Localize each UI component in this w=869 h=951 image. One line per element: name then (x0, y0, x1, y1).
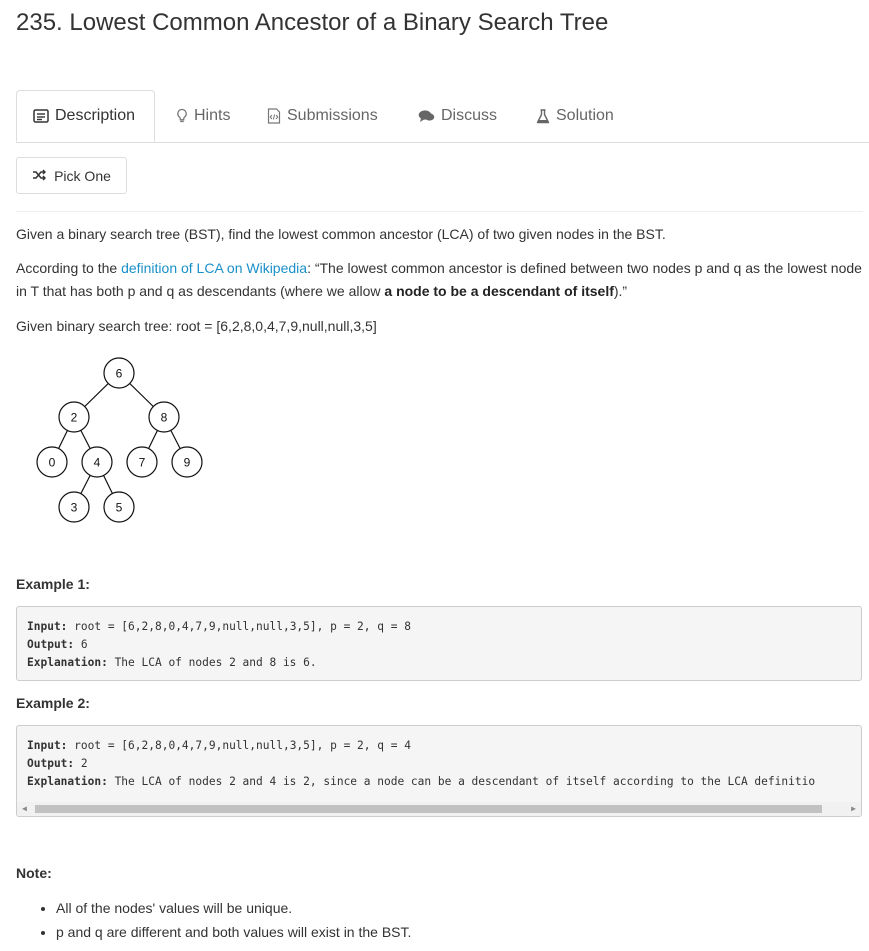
comments-icon (418, 109, 435, 123)
code-label: Output: (27, 638, 75, 651)
tree-node (82, 447, 112, 477)
code-line (27, 618, 851, 636)
code-line (27, 636, 851, 654)
code-value: The LCA of nodes 2 and 4 is 2, since a node can be a descendant of itself according to the LCA definitio (107, 775, 816, 788)
pick-one-label: Pick One (54, 167, 111, 184)
node-label: 6 (115, 366, 123, 381)
code-value: 2 (74, 757, 88, 770)
text: ).” (613, 283, 628, 299)
tree-node (37, 447, 67, 477)
horizontal-scrollbar[interactable] (17, 802, 861, 816)
scrollbar-thumb[interactable] (35, 805, 822, 813)
code-label: Input: (27, 620, 68, 633)
code-line (27, 755, 851, 773)
tab-submissions[interactable] (267, 90, 378, 142)
tab-label: Discuss (441, 107, 498, 124)
description-paragraph-2 (16, 257, 866, 303)
tab-label: Solution (556, 107, 614, 124)
node-label: 0 (48, 455, 56, 470)
tab-discuss[interactable] (418, 90, 497, 142)
node-label: 8 (160, 410, 168, 425)
list-item: • p and q are different and both values will exist in the BST. (56, 920, 411, 944)
description-paragraph-3: Given binary search tree: root = [6,2,8,0,4,7,9,null,null,3,5] (16, 318, 377, 334)
code-value: The LCA of nodes 2 and 8 is 6. (107, 656, 317, 669)
text: : “The lowest common ancestor is defined between two nodes p and q as the lowest node in T that has both p and q as descendants (where we allow (16, 260, 862, 299)
node-label: 5 (115, 500, 123, 515)
tab-label: Description (55, 107, 136, 124)
example-1-code (16, 606, 862, 681)
divider (16, 211, 863, 212)
code-value: root = [6,2,8,0,4,7,9,null,null,3,5], p = 2, q = 8 (67, 620, 411, 633)
pick-one-button[interactable] (16, 157, 127, 194)
code-value: 6 (74, 638, 88, 651)
tree-node (104, 358, 134, 388)
code-label: Output: (27, 757, 75, 770)
emphasis: a node to be a descendant of itself (384, 283, 614, 299)
flask-icon (536, 109, 550, 124)
shuffle-icon (32, 168, 46, 184)
tab-bar (16, 90, 869, 143)
node-label: 2 (70, 410, 78, 425)
node-label: 9 (183, 455, 191, 470)
scroll-left-arrow-icon[interactable]: ◀ (22, 804, 27, 813)
tree-node (149, 402, 179, 432)
code-label: Explanation: (27, 656, 108, 669)
list-item: • All of the nodes' values will be unique. (56, 896, 411, 920)
note-list (16, 896, 411, 944)
description-paragraph-1: Given a binary search tree (BST), find the lowest common ancestor (LCA) of two given nodes in the BST. (16, 226, 666, 242)
tab-label: Hints (194, 107, 231, 124)
description-icon (33, 109, 49, 123)
page-title: 235. Lowest Common Ancestor of a Binary Search Tree (16, 9, 609, 36)
node-label: 4 (93, 455, 101, 470)
tab-description[interactable] (16, 90, 155, 142)
tree-node (127, 447, 157, 477)
tree-node (59, 402, 89, 432)
code-line (27, 773, 851, 791)
example-2-heading: Example 2: (16, 695, 90, 711)
code-line (27, 654, 851, 672)
bst-diagram (30, 355, 220, 525)
example-1-heading: Example 1: (16, 576, 90, 592)
tab-label: Submissions (287, 107, 378, 124)
text: According to the (16, 260, 122, 276)
code-value: root = [6,2,8,0,4,7,9,null,null,3,5], p = 2, q = 4 (67, 739, 411, 752)
tree-node (59, 492, 89, 522)
lightbulb-icon (176, 108, 188, 124)
tab-solution[interactable] (536, 90, 614, 142)
example-2-code (16, 725, 862, 817)
code-label: Explanation: (27, 775, 108, 788)
node-label: 3 (70, 500, 78, 515)
scroll-right-arrow-icon[interactable]: ▶ (851, 804, 856, 813)
code-line (27, 737, 851, 755)
note-heading: Note: (16, 865, 52, 881)
tree-node (172, 447, 202, 477)
tab-hints[interactable] (176, 90, 230, 142)
code-file-icon (267, 108, 281, 124)
node-label: 7 (138, 455, 146, 470)
tree-node (104, 492, 134, 522)
wikipedia-link[interactable]: definition of LCA on Wikipedia (121, 260, 308, 276)
code-label: Input: (27, 739, 68, 752)
